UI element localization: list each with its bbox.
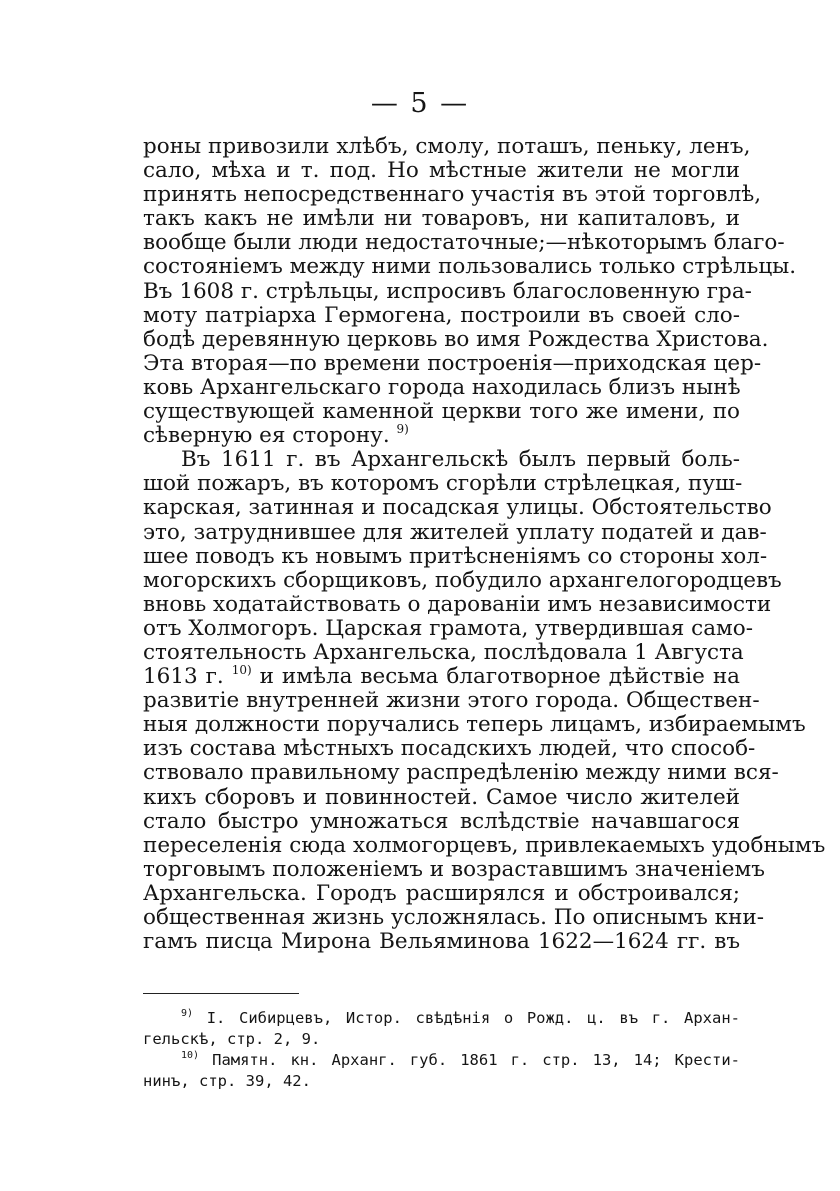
text-line: отъ Холмогоръ. Царская грамота, утвердившая само- <box>143 615 753 641</box>
text-line: роны привозили хлѣбъ, смолу, поташъ, пеньку, ленъ, <box>143 134 751 159</box>
text-line: Въ 1611 г. въ Архангельскѣ былъ первый боль- <box>181 447 740 473</box>
footnote-10 <box>143 1050 740 1071</box>
text-line: существующей каменной церкви того же имени, по <box>143 399 740 425</box>
text-fragment: и имѣла весьма благотворное дѣйствіе на <box>259 664 740 690</box>
text-line: ныя должности поручались теперь лицамъ, избираемымъ <box>143 712 806 738</box>
text-line: состояніемъ между ними пользовались только стрѣльцы. <box>143 254 797 280</box>
footnote-text: I. Сибирцевъ, Истор. свѣдѣнія о Рожд. ц. въ г. Архан- <box>206 1009 740 1027</box>
footnote-divider <box>143 993 299 994</box>
footnote-ref-9[interactable]: 9) <box>396 422 409 437</box>
text-line: Въ 1608 г. стрѣльцы, испросивъ благословенную гра- <box>143 278 752 304</box>
text-fragment: 1613 г. <box>143 664 224 690</box>
footnote-marker: 9) <box>181 1008 194 1019</box>
footnote-ref-10[interactable]: 10) <box>231 663 252 678</box>
text-line: торговымъ положеніемъ и возраставшимъ значеніемъ <box>143 856 765 882</box>
main-text <box>143 134 826 955</box>
footnotes <box>143 1008 740 1092</box>
text-line: сало, мѣха и т. под. Но мѣстные жители не могли <box>143 158 740 184</box>
text-line: такъ какъ не имѣли ни товаровъ, ни капиталовъ, и <box>143 206 740 232</box>
text-line: развитіе внутренней жизни этого города. Обществен- <box>143 688 760 714</box>
text-line: стоятельность Архангельска, послѣдовала 1 Августа <box>143 639 744 665</box>
text-line: ковь Архангельскаго города находилась близъ нынѣ <box>143 374 741 400</box>
text-fragment: сѣверную ея сторону. <box>143 423 390 449</box>
text-line: вообще были люди недостаточные;—нѣкоторымъ благо- <box>143 230 785 256</box>
text-line: гамъ писца Мирона Вельяминова 1622—1624 гг. въ <box>143 929 740 955</box>
text-line <box>143 665 740 689</box>
text-line: принять непосредственнаго участія въ этой торговлѣ, <box>143 182 762 208</box>
footnote-9-continuation: гельскѣ, стр. 2, 9. <box>143 1030 321 1048</box>
text-line: моту патріарха Гермогена, построили въ своей сло- <box>143 302 740 328</box>
text-line: вновь ходатайствовать о дарованіи имъ независимости <box>143 591 772 617</box>
text-line: Архангельска. Городъ расширялся и обстроивался; <box>143 880 740 906</box>
text-line: переселенія сюда холмогорцевъ, привлекаемыхъ удобнымъ <box>143 832 826 858</box>
footnote-marker: 10) <box>181 1050 200 1061</box>
text-line: это, затруднившее для жителей уплату податей и дав- <box>143 519 767 545</box>
text-line: могорскихъ сборщиковъ, побудило архангелогородцевъ <box>143 567 782 593</box>
footnote-text: Памятн. кн. Арханг. губ. 1861 г. стр. 13, 14; Крести- <box>212 1051 740 1069</box>
footnote-9 <box>143 1008 740 1029</box>
text-line: шее поводъ къ новымъ притѣсненіямъ со стороны хол- <box>143 543 768 569</box>
text-line: бодѣ деревянную церковь во имя Рождества Христова. <box>143 326 769 352</box>
text-line: стало быстро умножаться вслѣдствіе начавшагося <box>143 808 740 834</box>
text-line: изъ состава мѣстныхъ посадскихъ людей, что способ- <box>143 736 756 762</box>
text-line: кихъ сборовъ и повинностей. Самое число жителей <box>143 784 740 810</box>
footnote-10-continuation: нинъ, стр. 39, 42. <box>143 1072 311 1090</box>
text-line: общественная жизнь усложнялась. По описнымъ кни- <box>143 905 765 930</box>
text-line: Эта вторая—по времени построенія—приходская цер- <box>143 350 762 376</box>
text-line: шой пожаръ, въ которомъ сгорѣли стрѣлецкая, пуш- <box>143 471 743 497</box>
page-number: — 5 — <box>370 88 470 119</box>
text-line: ствовало правильному распредѣленію между ними вся- <box>143 760 779 786</box>
text-line <box>143 424 740 448</box>
text-line: карская, затинная и посадская улицы. Обстоятельство <box>143 495 772 521</box>
